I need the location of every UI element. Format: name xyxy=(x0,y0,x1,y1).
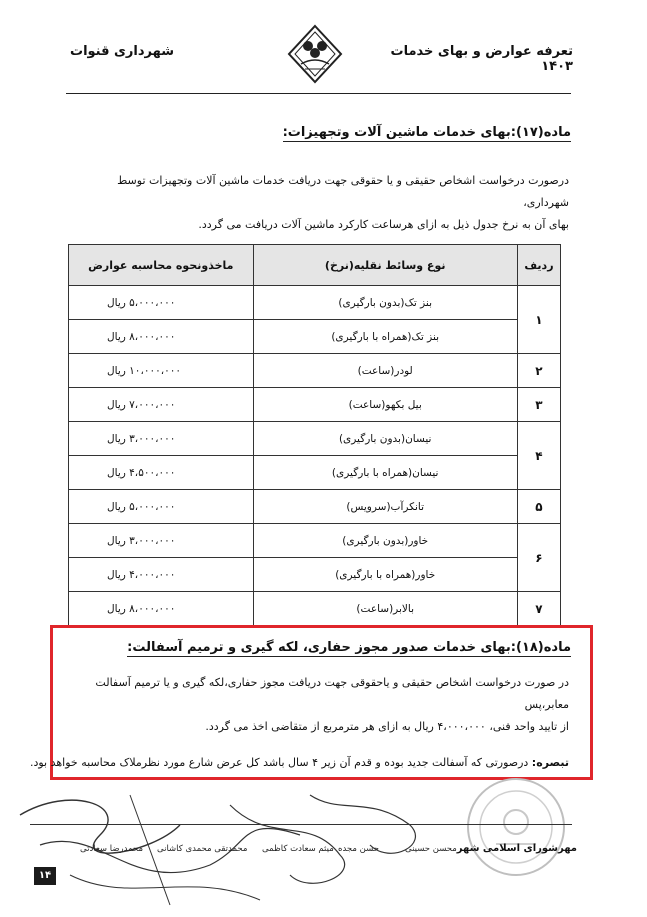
article-17-paragraph xyxy=(69,170,569,236)
fee-cell: ۵،۰۰۰،۰۰۰ ریال xyxy=(69,286,254,320)
fee-cell: ۸،۰۰۰،۰۰۰ ریال xyxy=(69,320,254,354)
row-number: ۴ xyxy=(517,422,560,490)
machinery-rates-table xyxy=(68,244,561,626)
vehicle-cell: بنز تک(همراه با بارگیری) xyxy=(253,320,517,354)
table-row xyxy=(69,490,561,524)
table-row xyxy=(69,524,561,558)
header-vehicle-type: نوع وسائط نقلیه(نرخ) xyxy=(253,245,517,286)
article-18-line-2: از تایید واحد فنی، ۴،۰۰۰،۰۰۰ ریال به ازای هر مترمربع از متقاضی اخذ می گردد. xyxy=(205,720,569,733)
table-row xyxy=(69,456,561,490)
member-name: محسن حسینی xyxy=(405,844,457,854)
vehicle-cell: خاور(بدون بارگیری) xyxy=(253,524,517,558)
fee-cell: ۳،۰۰۰،۰۰۰ ریال xyxy=(69,524,254,558)
row-number: ۶ xyxy=(517,524,560,592)
row-number: ۷ xyxy=(517,592,560,626)
member-name: میثم سعادت کاظمی xyxy=(262,844,334,854)
member-name: محمدتقی محمدی کاشانی xyxy=(157,844,248,854)
row-number: ۳ xyxy=(517,388,560,422)
council-label: مهرشورای اسلامی شهر xyxy=(456,843,577,854)
fee-cell: ۴،۰۰۰،۰۰۰ ریال xyxy=(69,558,254,592)
article-18-line-1: در صورت درخواست اشخاص حقیقی و یاحقوقی جهت دریافت مجوز حفاری،لکه گیری و یا ترمیم آسفالت معابر،پس xyxy=(95,676,569,711)
table-row xyxy=(69,388,561,422)
article-17-title: ماده(۱۷):بهای خدمات ماشین آلات وتجهیزات: xyxy=(282,125,571,140)
table-row xyxy=(69,354,561,388)
vehicle-cell: نیسان(همراه با بارگیری) xyxy=(253,456,517,490)
table-header-row xyxy=(69,245,561,286)
vehicle-cell: تانکرآب(سرویس) xyxy=(253,490,517,524)
header-row-number: ردیف xyxy=(517,245,560,286)
document-title: تعرفه عوارض و بهای خدمات ۱۴۰۳ xyxy=(390,44,573,74)
table-row xyxy=(69,286,561,320)
fee-cell: ۷،۰۰۰،۰۰۰ ریال xyxy=(69,388,254,422)
fee-cell: ۳،۰۰۰،۰۰۰ ریال xyxy=(69,422,254,456)
header-divider xyxy=(66,93,571,94)
article-18-title: ماده(۱۸):بهای خدمات صدور مجوز حفاری، لکه گیری و ترمیم آسفالت: xyxy=(127,640,571,655)
vehicle-cell: بنز تک(بدون بارگیری) xyxy=(253,286,517,320)
article-18-note xyxy=(29,756,569,769)
article-17-line-2: بهای آن به نرخ جدول ذیل به ازای هرساعت کارکرد ماشین آلات دریافت می گردد. xyxy=(198,218,569,231)
fee-cell: ۱۰،۰۰۰،۰۰۰ ریال xyxy=(69,354,254,388)
fee-cell: ۵،۰۰۰،۰۰۰ ریال xyxy=(69,490,254,524)
footer-divider xyxy=(30,824,572,825)
member-name: محمدرضا سعادتی xyxy=(80,844,144,854)
header-fee-basis: ماخذونحوه محاسبه عوارض xyxy=(69,245,254,286)
table-row xyxy=(69,422,561,456)
vehicle-cell: نیسان(بدون بارگیری) xyxy=(253,422,517,456)
article-18-paragraph xyxy=(69,672,569,738)
municipality-name: شهرداری قنوات xyxy=(70,44,174,59)
note-text: درصورتی که آسفالت جدید بوده و قدم آن زیر ۴ سال باشد کل عرض شارع مورد نظرملاک محاسبه خواهد بود. xyxy=(29,756,532,769)
table-row xyxy=(69,320,561,354)
municipality-emblem-icon xyxy=(283,22,347,86)
note-label: تبصره: xyxy=(531,756,569,769)
row-number: ۱ xyxy=(517,286,560,354)
vehicle-cell: لودر(ساعت) xyxy=(253,354,517,388)
vehicle-cell: خاور(همراه با بارگیری) xyxy=(253,558,517,592)
table-row xyxy=(69,558,561,592)
row-number: ۲ xyxy=(517,354,560,388)
table-row xyxy=(69,592,561,626)
vehicle-cell: بیل بکهو(ساعت) xyxy=(253,388,517,422)
member-name: حسن مجده xyxy=(338,844,379,854)
article-17-line-1: درصورت درخواست اشخاص حقیقی و یا حقوقی جهت دریافت خدمات ماشین آلات وتجهیزات توسط شهرداری، xyxy=(117,174,569,209)
fee-cell: ۴،۵۰۰،۰۰۰ ریال xyxy=(69,456,254,490)
council-seal-icon xyxy=(456,772,576,882)
fee-cell: ۸،۰۰۰،۰۰۰ ریال xyxy=(69,592,254,626)
page-number: ۱۴ xyxy=(34,867,56,885)
row-number: ۵ xyxy=(517,490,560,524)
vehicle-cell: بالابر(ساعت) xyxy=(253,592,517,626)
